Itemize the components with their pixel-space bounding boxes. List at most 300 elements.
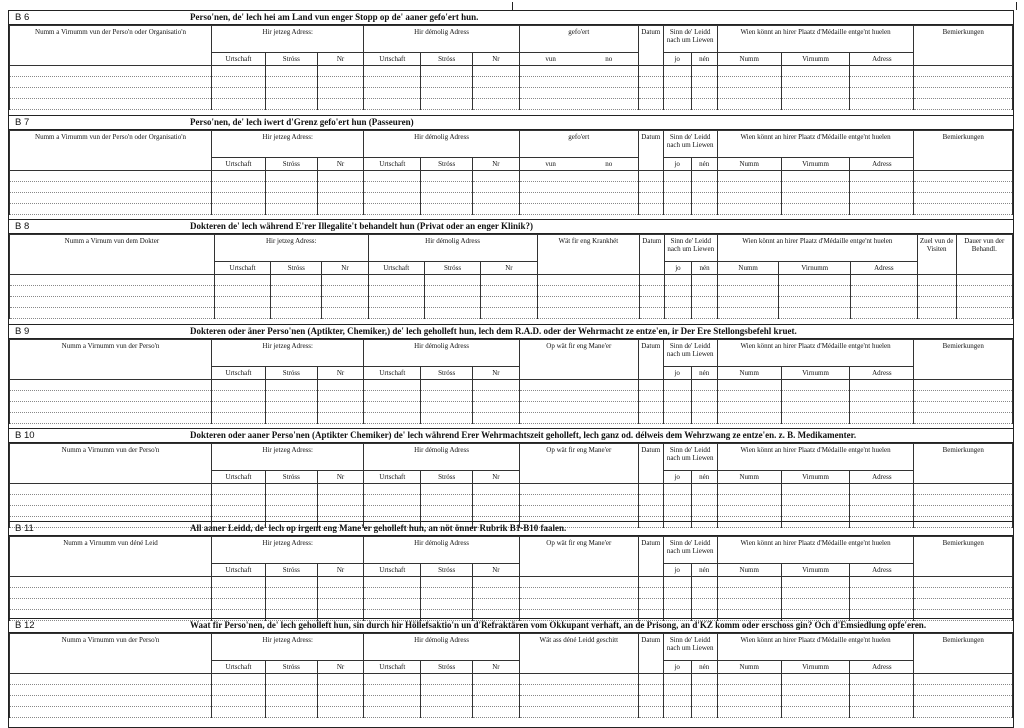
entry-cell[interactable]	[850, 88, 914, 99]
entry-cell[interactable]	[519, 696, 638, 707]
entry-cell[interactable]	[519, 685, 638, 696]
entry-cell[interactable]	[10, 696, 212, 707]
entry-cell[interactable]	[781, 495, 849, 506]
entry-cell[interactable]	[421, 88, 473, 99]
entry-cell[interactable]	[914, 380, 1013, 391]
entry-cell[interactable]	[717, 707, 781, 718]
entry-cell[interactable]	[473, 171, 520, 182]
entry-cell[interactable]	[917, 286, 956, 297]
entry-cell[interactable]	[917, 308, 956, 319]
entry-cell[interactable]	[10, 674, 212, 685]
entry-cell[interactable]	[317, 674, 364, 685]
entry-cell[interactable]	[421, 391, 473, 402]
entry-cell[interactable]	[850, 182, 914, 193]
entry-cell[interactable]	[214, 286, 270, 297]
entry-cell[interactable]	[212, 402, 266, 413]
entry-cell[interactable]	[638, 707, 663, 718]
entry-cell[interactable]	[914, 391, 1013, 402]
entry-cell[interactable]	[914, 204, 1013, 215]
entry-cell[interactable]	[850, 193, 914, 204]
entry-cell[interactable]	[10, 577, 212, 588]
entry-cell[interactable]	[212, 77, 266, 88]
entry-cell[interactable]	[317, 413, 364, 424]
entry-cell[interactable]	[10, 88, 212, 99]
entry-cell[interactable]	[691, 495, 717, 506]
entry-cell[interactable]	[421, 506, 473, 517]
entry-cell[interactable]	[322, 286, 368, 297]
entry-cell[interactable]	[473, 577, 520, 588]
entry-cell[interactable]	[364, 66, 421, 77]
entry-cell[interactable]	[212, 380, 266, 391]
entry-cell[interactable]	[10, 99, 212, 110]
entry-cell[interactable]	[364, 77, 421, 88]
entry-cell[interactable]	[691, 674, 717, 685]
entry-cell[interactable]	[691, 182, 717, 193]
entry-cell[interactable]	[691, 707, 717, 718]
entry-cell[interactable]	[663, 506, 691, 517]
entry-cell[interactable]	[850, 171, 914, 182]
entry-cell[interactable]	[914, 495, 1013, 506]
entry-cell[interactable]	[212, 171, 266, 182]
entry-cell[interactable]	[364, 193, 421, 204]
entry-cell[interactable]	[850, 484, 914, 495]
entry-cell[interactable]	[421, 696, 473, 707]
entry-cell[interactable]	[322, 297, 368, 308]
entry-cell[interactable]	[473, 599, 520, 610]
entry-cell[interactable]	[638, 380, 663, 391]
entry-cell[interactable]	[717, 495, 781, 506]
entry-cell[interactable]	[537, 275, 639, 286]
entry-cell[interactable]	[271, 297, 322, 308]
entry-cell[interactable]	[781, 674, 849, 685]
entry-cell[interactable]	[663, 391, 691, 402]
entry-cell[interactable]	[850, 685, 914, 696]
entry-cell[interactable]	[956, 286, 1012, 297]
entry-cell[interactable]	[663, 171, 691, 182]
entry-cell[interactable]	[317, 182, 364, 193]
entry-cell[interactable]	[691, 588, 717, 599]
entry-cell[interactable]	[663, 707, 691, 718]
entry-cell[interactable]	[317, 88, 364, 99]
entry-cell[interactable]	[663, 402, 691, 413]
entry-cell[interactable]	[663, 696, 691, 707]
entry-cell[interactable]	[914, 88, 1013, 99]
entry-cell[interactable]	[850, 696, 914, 707]
entry-cell[interactable]	[364, 588, 421, 599]
entry-cell[interactable]	[421, 193, 473, 204]
entry-cell[interactable]	[691, 77, 717, 88]
entry-cell[interactable]	[519, 495, 638, 506]
entry-cell[interactable]	[850, 391, 914, 402]
entry-cell[interactable]	[265, 193, 317, 204]
entry-cell[interactable]	[850, 380, 914, 391]
entry-cell[interactable]	[473, 588, 520, 599]
entry-cell[interactable]	[212, 577, 266, 588]
entry-cell[interactable]	[317, 402, 364, 413]
entry-cell[interactable]	[956, 297, 1012, 308]
entry-cell[interactable]	[781, 506, 849, 517]
entry-cell[interactable]	[10, 495, 212, 506]
entry-cell[interactable]	[265, 599, 317, 610]
entry-cell[interactable]	[10, 413, 212, 424]
entry-cell[interactable]	[691, 99, 717, 110]
entry-cell[interactable]	[781, 484, 849, 495]
entry-cell[interactable]	[638, 204, 663, 215]
entry-cell[interactable]	[781, 66, 849, 77]
entry-cell[interactable]	[638, 413, 663, 424]
entry-cell[interactable]	[473, 484, 520, 495]
entry-cell[interactable]	[322, 308, 368, 319]
entry-cell[interactable]	[421, 707, 473, 718]
entry-cell[interactable]	[638, 696, 663, 707]
entry-cell[interactable]	[265, 685, 317, 696]
entry-cell[interactable]	[212, 88, 266, 99]
entry-cell[interactable]	[851, 286, 918, 297]
entry-cell[interactable]	[212, 204, 266, 215]
entry-cell[interactable]	[421, 599, 473, 610]
entry-cell[interactable]	[956, 275, 1012, 286]
entry-cell[interactable]	[317, 588, 364, 599]
entry-cell[interactable]	[368, 275, 424, 286]
entry-cell[interactable]	[519, 674, 638, 685]
entry-cell[interactable]	[265, 88, 317, 99]
entry-cell[interactable]	[10, 588, 212, 599]
entry-cell[interactable]	[368, 286, 424, 297]
entry-cell[interactable]	[638, 484, 663, 495]
entry-cell[interactable]	[421, 99, 473, 110]
entry-cell[interactable]	[364, 685, 421, 696]
entry-cell[interactable]	[781, 685, 849, 696]
entry-cell[interactable]	[717, 696, 781, 707]
entry-cell[interactable]	[421, 484, 473, 495]
entry-cell[interactable]	[781, 99, 849, 110]
entry-cell[interactable]	[473, 193, 520, 204]
entry-cell[interactable]	[850, 588, 914, 599]
entry-cell[interactable]	[663, 674, 691, 685]
entry-cell[interactable]	[473, 204, 520, 215]
entry-cell[interactable]	[421, 674, 473, 685]
entry-cell[interactable]	[914, 77, 1013, 88]
entry-cell[interactable]	[691, 599, 717, 610]
entry-cell[interactable]	[10, 308, 215, 319]
entry-cell[interactable]	[781, 707, 849, 718]
entry-cell[interactable]	[317, 391, 364, 402]
entry-cell[interactable]	[10, 193, 212, 204]
entry-cell[interactable]	[663, 182, 691, 193]
entry-cell[interactable]	[212, 599, 266, 610]
entry-cell[interactable]	[537, 286, 639, 297]
entry-cell[interactable]	[638, 66, 663, 77]
entry-cell[interactable]	[364, 506, 421, 517]
entry-cell[interactable]	[212, 182, 266, 193]
entry-cell[interactable]	[265, 66, 317, 77]
entry-cell[interactable]	[212, 696, 266, 707]
entry-cell[interactable]	[10, 391, 212, 402]
entry-cell[interactable]	[10, 286, 215, 297]
entry-cell[interactable]	[717, 402, 781, 413]
entry-cell[interactable]	[663, 599, 691, 610]
entry-cell[interactable]	[317, 171, 364, 182]
entry-cell[interactable]	[692, 275, 718, 286]
entry-cell[interactable]	[717, 204, 781, 215]
entry-cell[interactable]	[265, 484, 317, 495]
entry-cell[interactable]	[265, 577, 317, 588]
entry-cell[interactable]	[421, 66, 473, 77]
entry-cell[interactable]	[691, 696, 717, 707]
entry-cell[interactable]	[717, 391, 781, 402]
entry-cell[interactable]	[781, 171, 849, 182]
entry-cell[interactable]	[850, 577, 914, 588]
entry-cell[interactable]	[638, 171, 663, 182]
entry-cell[interactable]	[265, 99, 317, 110]
entry-cell[interactable]	[214, 275, 270, 286]
entry-cell[interactable]	[364, 204, 421, 215]
entry-cell[interactable]	[212, 99, 266, 110]
entry-cell[interactable]	[364, 402, 421, 413]
entry-cell[interactable]	[212, 707, 266, 718]
entry-cell[interactable]	[638, 495, 663, 506]
entry-cell[interactable]	[914, 484, 1013, 495]
entry-cell[interactable]	[692, 286, 718, 297]
entry-cell[interactable]	[421, 380, 473, 391]
entry-cell[interactable]	[717, 685, 781, 696]
entry-cell[interactable]	[473, 88, 520, 99]
entry-cell[interactable]	[691, 193, 717, 204]
entry-cell[interactable]	[212, 413, 266, 424]
entry-cell[interactable]	[317, 685, 364, 696]
entry-cell[interactable]	[481, 286, 537, 297]
entry-cell[interactable]	[317, 204, 364, 215]
entry-cell[interactable]	[10, 66, 212, 77]
entry-cell[interactable]	[10, 707, 212, 718]
entry-cell[interactable]	[914, 674, 1013, 685]
entry-cell[interactable]	[473, 391, 520, 402]
entry-cell[interactable]	[364, 171, 421, 182]
entry-cell[interactable]	[473, 696, 520, 707]
entry-cell[interactable]	[663, 685, 691, 696]
entry-cell[interactable]	[691, 204, 717, 215]
entry-cell[interactable]	[663, 380, 691, 391]
entry-cell[interactable]	[638, 182, 663, 193]
entry-cell[interactable]	[850, 402, 914, 413]
entry-cell[interactable]	[914, 599, 1013, 610]
entry-cell[interactable]	[638, 77, 663, 88]
entry-cell[interactable]	[914, 506, 1013, 517]
entry-cell[interactable]	[473, 182, 520, 193]
entry-cell[interactable]	[638, 193, 663, 204]
entry-cell[interactable]	[663, 99, 691, 110]
entry-cell[interactable]	[638, 391, 663, 402]
entry-cell[interactable]	[473, 707, 520, 718]
entry-cell[interactable]	[421, 577, 473, 588]
entry-cell[interactable]	[663, 588, 691, 599]
entry-cell[interactable]	[317, 599, 364, 610]
entry-cell[interactable]	[717, 588, 781, 599]
entry-cell[interactable]	[473, 99, 520, 110]
entry-cell[interactable]	[717, 182, 781, 193]
entry-cell[interactable]	[364, 88, 421, 99]
entry-cell[interactable]	[663, 413, 691, 424]
entry-cell[interactable]	[364, 599, 421, 610]
entry-cell[interactable]	[850, 707, 914, 718]
entry-cell[interactable]	[212, 66, 266, 77]
entry-cell[interactable]	[214, 297, 270, 308]
entry-cell[interactable]	[717, 171, 781, 182]
entry-cell[interactable]	[473, 495, 520, 506]
entry-cell[interactable]	[473, 402, 520, 413]
entry-cell[interactable]	[692, 308, 718, 319]
entry-cell[interactable]	[10, 380, 212, 391]
entry-cell[interactable]	[481, 297, 537, 308]
entry-cell[interactable]	[317, 696, 364, 707]
entry-cell[interactable]	[664, 297, 692, 308]
entry-cell[interactable]	[421, 685, 473, 696]
entry-cell[interactable]	[519, 588, 638, 599]
entry-cell[interactable]	[473, 77, 520, 88]
entry-cell[interactable]	[364, 391, 421, 402]
entry-cell[interactable]	[781, 413, 849, 424]
entry-cell[interactable]	[664, 308, 692, 319]
entry-cell[interactable]	[640, 275, 665, 286]
entry-cell[interactable]	[638, 88, 663, 99]
entry-cell[interactable]	[663, 495, 691, 506]
entry-cell[interactable]	[917, 297, 956, 308]
entry-cell[interactable]	[212, 588, 266, 599]
entry-cell[interactable]	[424, 308, 480, 319]
entry-cell[interactable]	[717, 66, 781, 77]
entry-cell[interactable]	[717, 674, 781, 685]
entry-cell[interactable]	[519, 77, 638, 88]
entry-cell[interactable]	[317, 99, 364, 110]
entry-cell[interactable]	[850, 674, 914, 685]
entry-cell[interactable]	[691, 577, 717, 588]
entry-cell[interactable]	[424, 275, 480, 286]
entry-cell[interactable]	[663, 577, 691, 588]
entry-cell[interactable]	[781, 193, 849, 204]
entry-cell[interactable]	[781, 577, 849, 588]
entry-cell[interactable]	[265, 495, 317, 506]
entry-cell[interactable]	[717, 193, 781, 204]
entry-cell[interactable]	[850, 99, 914, 110]
entry-cell[interactable]	[914, 99, 1013, 110]
entry-cell[interactable]	[663, 77, 691, 88]
entry-cell[interactable]	[663, 484, 691, 495]
entry-cell[interactable]	[640, 297, 665, 308]
entry-cell[interactable]	[956, 308, 1012, 319]
entry-cell[interactable]	[481, 308, 537, 319]
entry-cell[interactable]	[850, 66, 914, 77]
entry-cell[interactable]	[424, 297, 480, 308]
entry-cell[interactable]	[638, 402, 663, 413]
entry-cell[interactable]	[638, 588, 663, 599]
entry-cell[interactable]	[212, 193, 266, 204]
entry-cell[interactable]	[781, 402, 849, 413]
entry-cell[interactable]	[473, 685, 520, 696]
entry-cell[interactable]	[850, 77, 914, 88]
entry-cell[interactable]	[781, 696, 849, 707]
entry-cell[interactable]	[265, 707, 317, 718]
entry-cell[interactable]	[421, 77, 473, 88]
entry-cell[interactable]	[364, 182, 421, 193]
entry-cell[interactable]	[10, 506, 212, 517]
entry-cell[interactable]	[717, 599, 781, 610]
entry-cell[interactable]	[851, 275, 918, 286]
entry-cell[interactable]	[691, 402, 717, 413]
entry-cell[interactable]	[914, 193, 1013, 204]
entry-cell[interactable]	[10, 275, 215, 286]
entry-cell[interactable]	[691, 171, 717, 182]
entry-cell[interactable]	[212, 674, 266, 685]
entry-cell[interactable]	[265, 674, 317, 685]
entry-cell[interactable]	[519, 88, 638, 99]
entry-cell[interactable]	[364, 696, 421, 707]
entry-cell[interactable]	[914, 707, 1013, 718]
entry-cell[interactable]	[663, 204, 691, 215]
entry-cell[interactable]	[519, 413, 638, 424]
entry-cell[interactable]	[364, 380, 421, 391]
entry-cell[interactable]	[519, 171, 638, 182]
entry-cell[interactable]	[851, 308, 918, 319]
entry-cell[interactable]	[519, 506, 638, 517]
entry-cell[interactable]	[914, 696, 1013, 707]
entry-cell[interactable]	[421, 182, 473, 193]
entry-cell[interactable]	[10, 77, 212, 88]
entry-cell[interactable]	[10, 171, 212, 182]
entry-cell[interactable]	[781, 77, 849, 88]
entry-cell[interactable]	[914, 685, 1013, 696]
entry-cell[interactable]	[663, 88, 691, 99]
entry-cell[interactable]	[265, 171, 317, 182]
entry-cell[interactable]	[212, 506, 266, 517]
entry-cell[interactable]	[265, 77, 317, 88]
entry-cell[interactable]	[519, 484, 638, 495]
entry-cell[interactable]	[317, 506, 364, 517]
entry-cell[interactable]	[691, 66, 717, 77]
entry-cell[interactable]	[692, 297, 718, 308]
entry-cell[interactable]	[265, 413, 317, 424]
entry-cell[interactable]	[850, 413, 914, 424]
entry-cell[interactable]	[663, 66, 691, 77]
entry-cell[interactable]	[364, 707, 421, 718]
entry-cell[interactable]	[265, 204, 317, 215]
entry-cell[interactable]	[473, 674, 520, 685]
entry-cell[interactable]	[265, 402, 317, 413]
entry-cell[interactable]	[317, 577, 364, 588]
entry-cell[interactable]	[519, 66, 638, 77]
entry-cell[interactable]	[717, 577, 781, 588]
entry-cell[interactable]	[519, 391, 638, 402]
entry-cell[interactable]	[717, 413, 781, 424]
entry-cell[interactable]	[851, 297, 918, 308]
entry-cell[interactable]	[537, 308, 639, 319]
entry-cell[interactable]	[638, 685, 663, 696]
entry-cell[interactable]	[691, 391, 717, 402]
entry-cell[interactable]	[914, 182, 1013, 193]
entry-cell[interactable]	[271, 286, 322, 297]
entry-cell[interactable]	[914, 588, 1013, 599]
entry-cell[interactable]	[317, 484, 364, 495]
entry-cell[interactable]	[717, 99, 781, 110]
entry-cell[interactable]	[914, 413, 1013, 424]
entry-cell[interactable]	[914, 171, 1013, 182]
entry-cell[interactable]	[10, 297, 215, 308]
entry-cell[interactable]	[779, 308, 851, 319]
entry-cell[interactable]	[265, 506, 317, 517]
entry-cell[interactable]	[781, 182, 849, 193]
entry-cell[interactable]	[691, 380, 717, 391]
entry-cell[interactable]	[779, 297, 851, 308]
entry-cell[interactable]	[691, 685, 717, 696]
